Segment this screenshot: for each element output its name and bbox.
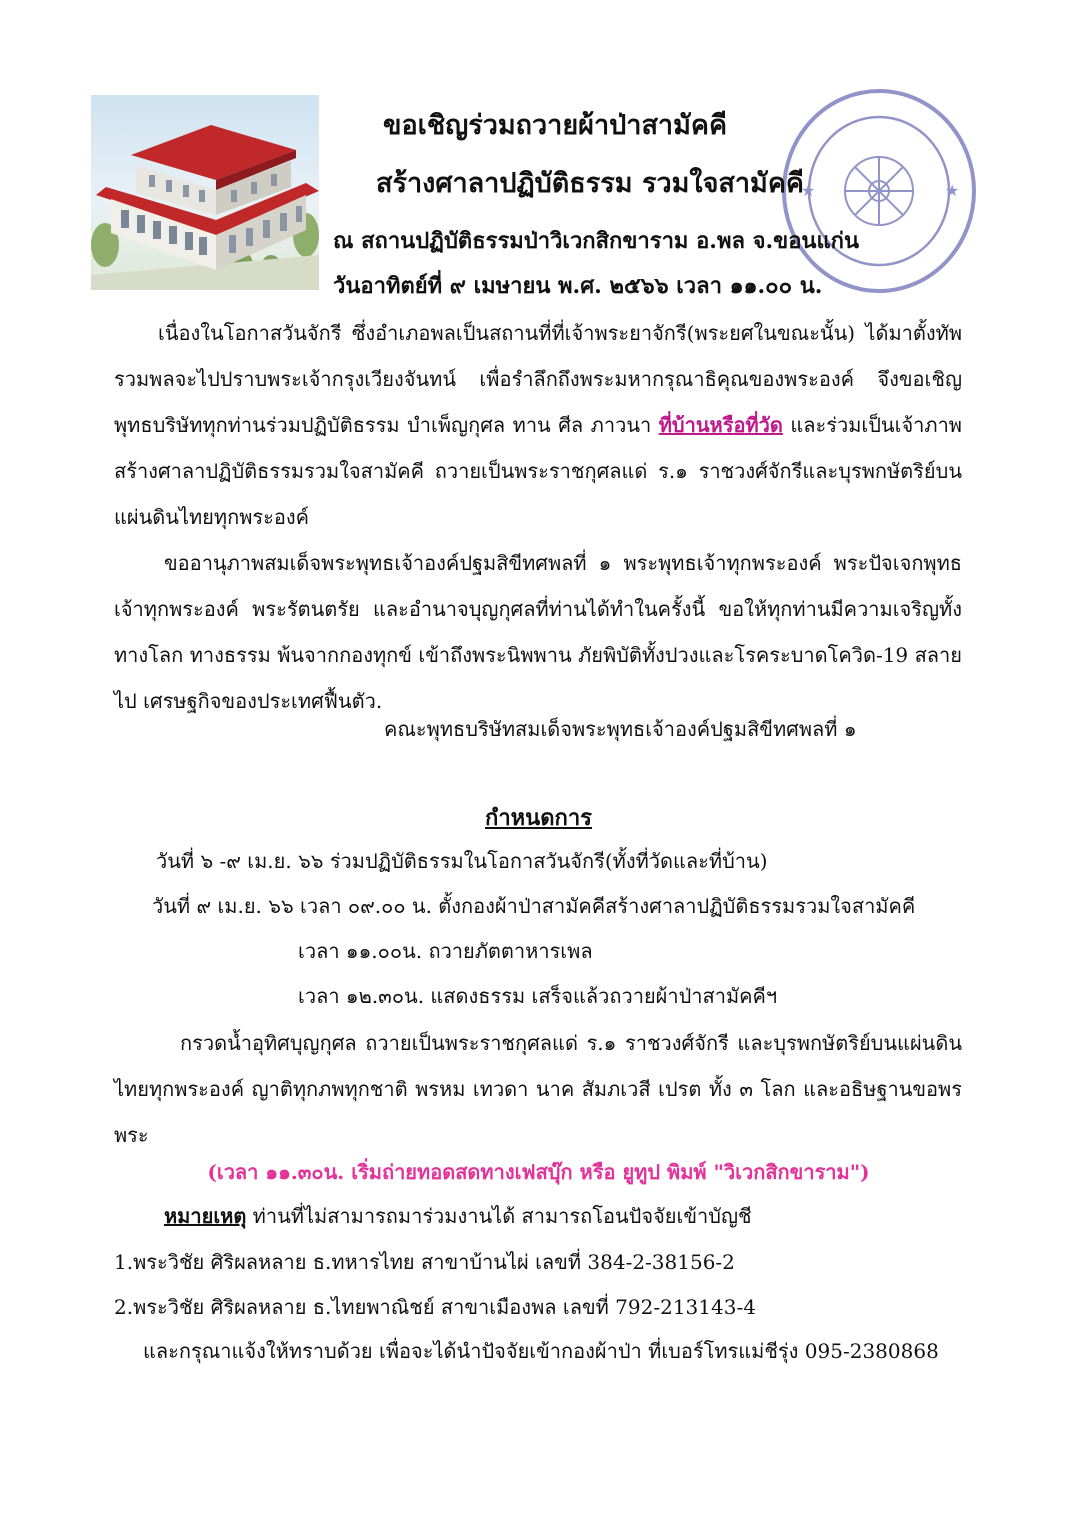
schedule-line-2: วันที่ ๙ เม.ย. ๖๖ เวลา ๐๙.๐๐ น. ตั้งกองผ้าป่าสามัคคีสร้างศาลาปฏิบัติธรรมรวมใจสามัคคี (152, 894, 916, 918)
invitation-paragraph (114, 310, 962, 540)
event-date: วันอาทิตย์ที่ ๙ เมษายน พ.ศ. ๒๕๖๖ เวลา ๑๑.๐๐ น. (333, 273, 823, 299)
donation-note (164, 1200, 752, 1232)
svg-text:★: ★ (945, 181, 960, 200)
title-line-1: ขอเชิญร่วมถวายผ้าป่าสามัคคี (382, 110, 728, 141)
schedule-line-4: เวลา ๑๒.๓๐น. แสดงธรรม เสร็จแล้วถวายผ้าป่าสามัคคีฯ (298, 984, 778, 1008)
bank-account-1: 1.พระวิชัย ศิริผลหลาย ธ.ทหารไทย สาขาบ้านไผ่ เลขที่ 384-2-38156-2 (114, 1250, 735, 1274)
blessing-paragraph: ขออานุภาพสมเด็จพระพุทธเจ้าองค์ปฐมสิขีทศพลที่ ๑ พระพุทธเจ้าทุกพระองค์ พระปัจเจกพุทธเจ้าทุกพระองค์ พระรัตนตรัย และอำนาจบุญกุศลที่ท่านได้ทำในครั้งนี้ ขอให้ทุกท่านมีความเจริญทั้งทางโลก ทางธรรม พ้นจากกองทุกข์ เข้าถึงพระนิพพาน ภัยพิบัติทั้งปวงและโรคระบาดโควิด-19 สลายไป เศรษฐกิจของประเทศฟื้นตัว. (114, 551, 962, 713)
note-text: ท่านที่ไม่สามารถมาร่วมงานได้ สามารถโอนปัจจัยเข้าบัญชี (246, 1204, 752, 1228)
schedule-line-1: วันที่ ๖ -๙ เม.ย. ๖๖ ร่วมปฏิบัติธรรมในโอกาสวันจักรี(ทั้งที่วัดและที่บ้าน) (156, 849, 768, 873)
event-location: ณ สถานปฏิบัติธรรมป่าวิเวกสิกขาราม อ.พล จ.ขอนแก่น (333, 228, 859, 254)
contact-line: และกรุณาแจ้งให้ทราบด้วย เพื่อจะได้นำปัจจัยเข้ากองผ้าป่า ที่เบอร์โทรแม่ชีรุ่ง 095-2380868 (143, 1339, 939, 1363)
home-or-temple-link[interactable]: ที่บ้านหรือที่วัด (658, 413, 783, 437)
building-illustration (91, 95, 319, 290)
schedule-line-3: เวลา ๑๑.๐๐น. ถวายภัตตาหารเพล (298, 939, 593, 963)
live-stream-notice: (เวลา ๑๑.๓๐น. เริ่มถ่ายทอดสดทางเฟสบุ๊ก หรือ ยูทูป พิมพ์ "วิเวกสิกขาราม") (207, 1160, 870, 1184)
signature-line: คณะพุทธบริษัทสมเด็จพระพุทธเจ้าองค์ปฐมสิขีทศพลที่ ๑ (384, 717, 857, 741)
dedication-paragraph: กรวดน้ำอุทิศบุญกุศล ถวายเป็นพระราชกุศลแด่ ร.๑ ราชวงศ์จักรี และบุรพกษัตริย์บนแผ่นดินไทยทุกพระองค์ ญาติทุกภพทุกชาติ พรหม เทวดา นาค สัมภเวสี เปรต ทั้ง ๓ โลก และอธิษฐานขอพรพระ (114, 1031, 962, 1147)
note-label: หมายเหตุ (164, 1204, 247, 1228)
title-line-2: สร้างศาลาปฏิบัติธรรม รวมใจสามัคคี (376, 168, 804, 199)
bank-account-2: 2.พระวิชัย ศิริผลหลาย ธ.ไทยพาณิชย์ สาขาเมืองพล เลขที่ 792-213143-4 (114, 1295, 756, 1319)
invitation-text-part-1: เนื่องในโอกาสวันจักรี ซึ่งอำเภอพลเป็นสถานที่ที่เจ้าพระยาจักรี(พระยศในขณะนั้น) ได้มาตั้งทัพรวมพลจะไปปราบพระเจ้ากรุงเวียงจันทน์ เพื่อรำลึกถึงพระมหากรุณาธิคุณของพระองค์ จึงขอเชิญพุทธบริษัททุกท่านร่วมปฏิบัติธรรม บำเพ็ญกุศล ทาน ศีล ภาวนา (114, 321, 962, 437)
invitation-text-part-2: และร่วมเป็นเจ้าภาพสร้างศาลาปฏิบัติธรรมรวมใจสามัคคี ถวายเป็นพระราชกุศลแด่ ร.๑ ราชวงศ์จักรีและบุรพกษัตริย์บนแผ่นดินไทยทุกพระองค์ (114, 413, 962, 529)
schedule-heading: กำหนดการ (485, 805, 592, 831)
svg-text:★: ★ (801, 181, 816, 200)
